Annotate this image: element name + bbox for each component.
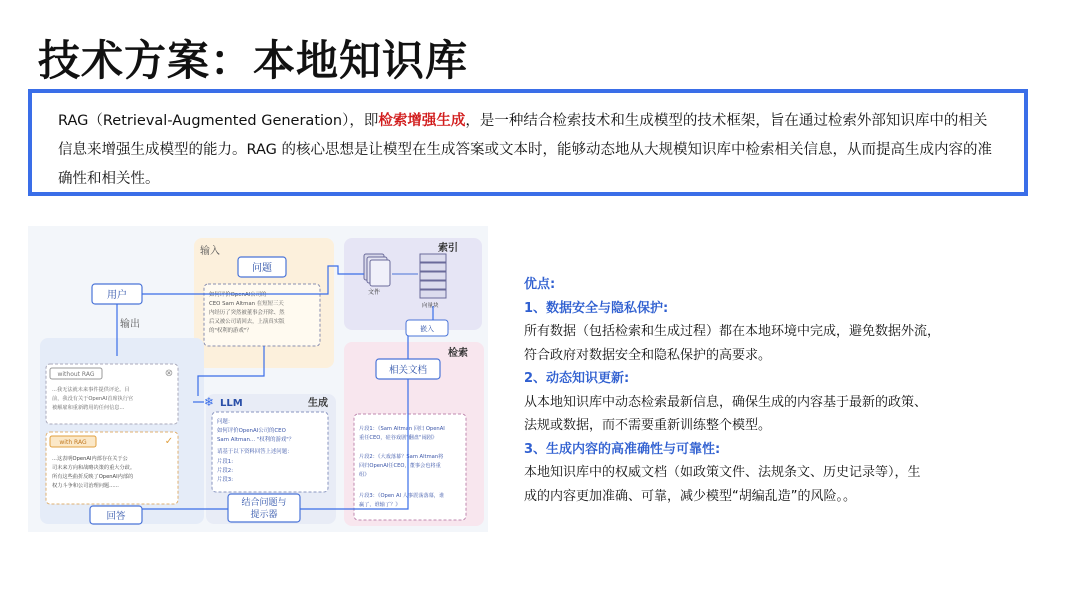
input-label: 输入 [200, 246, 220, 257]
vector-stack-icon [420, 254, 446, 298]
prompt-line: 片段1: [217, 459, 234, 465]
generate-label: 生成 [308, 398, 328, 409]
chunk-line: 回归OpenAI任CEO，董事会也将重 [359, 463, 441, 469]
answer-label: 回答 [106, 511, 126, 522]
cross-icon: ⊗ [164, 368, 174, 379]
advantage-2-text: 法规或数据，而不需要重新训练整个模型。 [524, 418, 772, 433]
advantage-3-title: 3、生成内容的高准确性与可靠性: [524, 441, 721, 457]
without-rag-tag-label: without RAG [57, 371, 95, 378]
question-text-line: 内经历了突然被董事会开除、然 [209, 310, 285, 316]
advantage-3-text: 成的内容更加准确、可靠，减少模型“胡编乱造”的风险。。 [524, 488, 856, 504]
prompt-line: 请基于以下资料回答上述问题： [217, 449, 293, 455]
retrieval-label: 检索 [448, 348, 468, 359]
user-label: 用户 [107, 290, 127, 301]
index-label: 索引 [438, 243, 458, 254]
advantage-1-title: 1、数据安全与隐私保护: [524, 300, 669, 316]
advantage-1-text: 所有数据（包括检索和生成过程）都在本地环境中完成，避免数据外流， [524, 324, 941, 339]
intro-highlight: 检索增强生成 [378, 113, 466, 129]
vector-label: 向量块 [422, 303, 439, 309]
chunk-line: 重任CEO，硅谷戏剧"翻盘"闹剧》 [359, 435, 438, 441]
chunk-line: 片段1：《Sam Altman 回归 OpenAI [359, 426, 445, 432]
advantage-2-text: 从本地知识库中动态检索最新信息，确保生成的内容基于最新的政策、 [524, 394, 928, 410]
with-rag-line: ...这表明OpenAI内部存在关于公 [52, 456, 128, 462]
question-text-line: 如何评价OpenAI公司的 [209, 292, 267, 298]
prompt-line: 片段3: [217, 477, 234, 483]
combine-label-1: 结合问题与 [241, 498, 287, 508]
without-rag-line: 前，我没有关于OpenAI首席执行官 [52, 396, 134, 402]
llm-label: LLM [220, 398, 243, 409]
prompt-line: 片段2: [217, 468, 234, 474]
chunk-line: 片段2：《大戏落幕？Sam Altman将 [359, 454, 444, 460]
advantages-panel [524, 273, 974, 508]
question-text-line: 的"权利的游戏"？ [209, 328, 252, 334]
with-rag-line: 权力斗争和公司治理问题...... [52, 483, 119, 489]
rag-diagram [28, 226, 488, 532]
advantage-3-text: 本地知识库中的权威文档（如政策文件、法规条文、历史记录等），生 [524, 465, 921, 480]
check-icon: ✓ [164, 436, 174, 447]
chunk-line: 赢了，谁输了？》 [359, 502, 401, 508]
prompt-line: 如何评价OpenAI公司的CEO [217, 428, 286, 434]
file-label: 文件 [368, 289, 381, 296]
output-label: 输出 [120, 319, 140, 330]
without-rag-line: 被解雇和重新聘用的任何信息... [52, 405, 125, 411]
question-text-line: 后又被公司请回去，上演真实版 [209, 319, 285, 325]
with-rag-line: 所有这些曲折反映了OpenAI内部的 [52, 474, 134, 480]
question-label: 问题 [252, 263, 272, 274]
embed-label: 嵌入 [420, 325, 434, 333]
advantages-heading: 优点: [524, 277, 556, 292]
without-rag-line: ...我无法就未来事件提供评论。目 [52, 387, 130, 393]
intro-box [28, 89, 1028, 196]
rag-diagram-svg [28, 226, 488, 532]
chunk-line: 片段3：《Open AI 人事震荡落幕，谁 [359, 493, 445, 499]
intro-text-part2: ，是一种结合检索技术和生成模型的技术框架，旨在通过检索外部知识库中的相关信息来增强生成模型的能力。RAG 的核心思想是让模型在生成答案或文本时，能够动态地从大规模知识库中检索相关信息，从而提高生成内容的准确性和相关性。 [58, 113, 992, 187]
advantage-1-text: 符合政府对数据安全和隐私保护的高要求。 [524, 347, 772, 363]
snowflake-icon: ❄ [204, 395, 215, 409]
index-region [344, 238, 482, 330]
intro-text-part1: RAG（Retrieval-Augmented Generation），即 [58, 113, 379, 129]
combine-label-2: 提示器 [250, 510, 278, 520]
prompt-line: Sam Altman... "权利的游戏"？ [217, 437, 295, 443]
related-docs-label: 相关文档 [388, 365, 428, 376]
with-rag-tag-label: with RAG [59, 439, 87, 446]
slide-title: 技术方案：本地知识库 [38, 36, 469, 85]
prompt-line: 问题： [217, 419, 234, 425]
question-text-line: CEO Sam Altman 在短短三天 [209, 301, 284, 307]
file-stack-icon [364, 254, 390, 286]
with-rag-line: 司未来方向和战略决策的重大分歧。 [52, 465, 136, 471]
chunk-line: 组》 [359, 472, 370, 478]
advantage-2-title: 2、动态知识更新: [524, 371, 630, 386]
